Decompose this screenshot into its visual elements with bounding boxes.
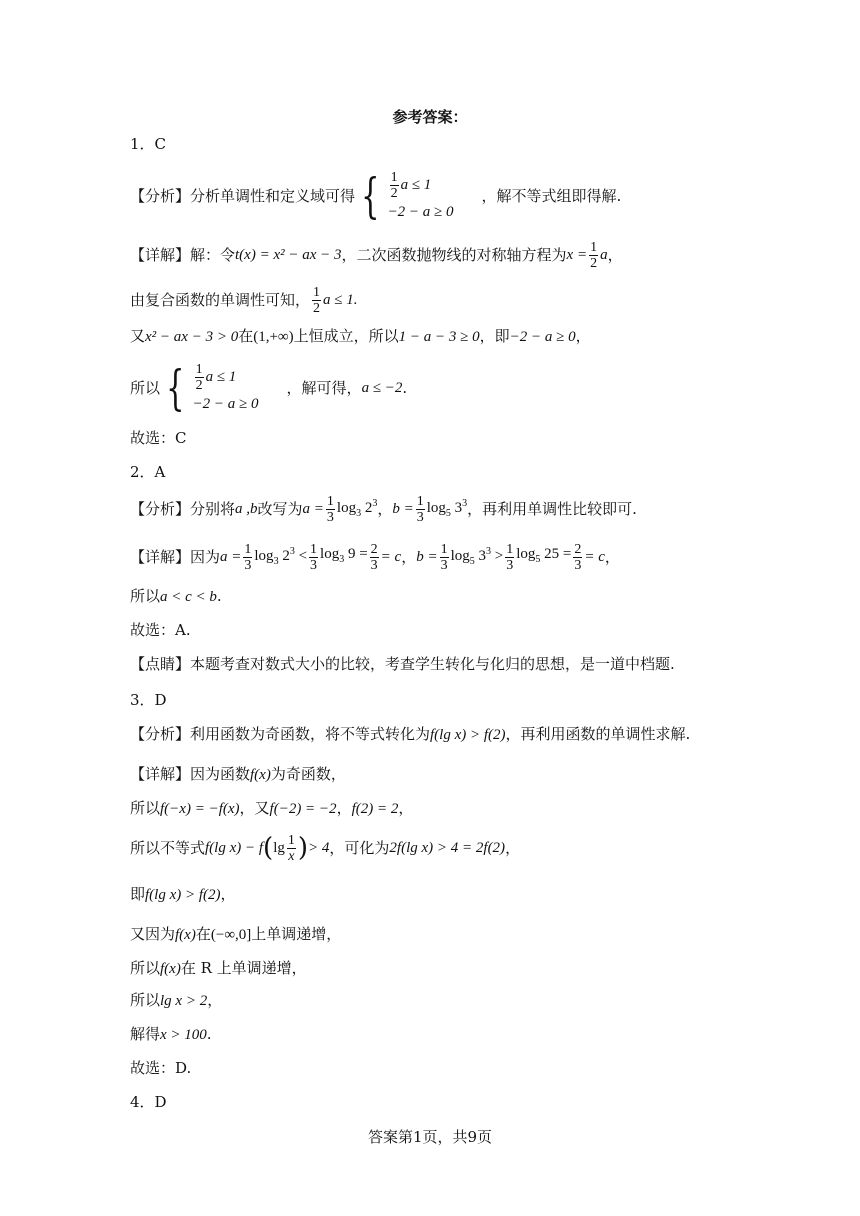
q2-xiangjie: 【详解】因为 a = $\frac{1}{3}$ $\log_3 2^3$ < $\frac{1}{3}$ $\log_3 9$ = $\frac{2}{3}$ = c ， b = $\frac{1}{3}$ $\log_5 3^3$ > $\frac{1}{3}$ $\log_5 25$ = $\frac{2}{3}$ = c ， [130,541,620,573]
q1-xiangjie: 【详解】解：令 t(x) = x² − ax − 3 ，二次函数抛物线的对称轴方程为 x = $\frac{1}{2}$ a ， [130,239,623,271]
q3-fenxi: 【分析】利用函数为奇函数，将不等式转化为f(lg x) > f(2)，再利用函数的单调性求解. [130,725,691,743]
q3-xiangjie: 【详解】因为函数f(x)为奇函数， [130,765,346,783]
q1-line3: 由复合函数的单调性可知， $\frac{1}{2}$ a ≤ 1. [130,284,358,316]
q3-line6: 所以f(x)在 R 上单调递增， [130,959,307,977]
q3-line3: 所以不等式 f(lg x) − f ( lg $\frac{1}{x}$ ) > 4 ，可化为 2f(lg x) > 4 = 2f(2) ， [130,832,521,864]
q3-line2: 所以f(−x) = −f(x)，又f(−2) = −2，f(2) = 2， [130,799,414,817]
q2-answer: 故选：A. [130,621,191,639]
q2-line3: 所以a < c < b. [130,587,222,605]
page-title: 参考答案： [392,108,468,126]
q3-line4: 即f(lg x) > f(2)， [130,885,236,903]
q1-number: 1．C [130,135,167,153]
q1-line4: 又x² − ax − 3 > 0在(1,+∞)上恒成立，所以1 − a − 3 ≥ 0，即−2 − a ≥ 0， [130,327,591,345]
q2-dianjing: 【点睛】本题考查对数式大小的比较，考查学生转化与化归的思想，是一道中档题. [130,655,675,673]
q1-inequality-system: { $\frac{1}{2}$ a ≤ 1 −2 − a ≥ 0 [361,168,454,224]
q2-number: 2．A [130,463,166,481]
q3-number: 3．D [130,691,167,709]
q3-line5: 又因为f(x)在(−∞,0]上单调递增， [130,925,342,943]
q1-fenxi: 【分析】分析单调性和定义域可得 { $\frac{1}{2}$ a ≤ 1 −2 − a ≥ 0 ，解不等式组即得解. [130,168,622,224]
q1-answer: 故选：C [130,429,187,447]
q3-line7: 所以lg x > 2， [130,991,223,1009]
q3-answer: 故选：D. [130,1059,192,1077]
page-footer: 答案第1页，共9页 [367,1128,493,1146]
q2-fenxi: 【分析】分别将 a ,b 改写为 a = $\frac{1}{3}$ $\log_3 2^3$ ， b = $\frac{1}{3}$ $\log_5 3^3$ ，再利用单调性比较即可. [130,493,637,525]
q1-line5: 所以 { $\frac{1}{2}$ a ≤ 1 −2 − a ≥ 0 ，解可得， a ≤ −2 . [130,360,408,416]
q3-line8: 解得x > 100. [130,1025,212,1043]
q4-number: 4．D [130,1093,167,1111]
